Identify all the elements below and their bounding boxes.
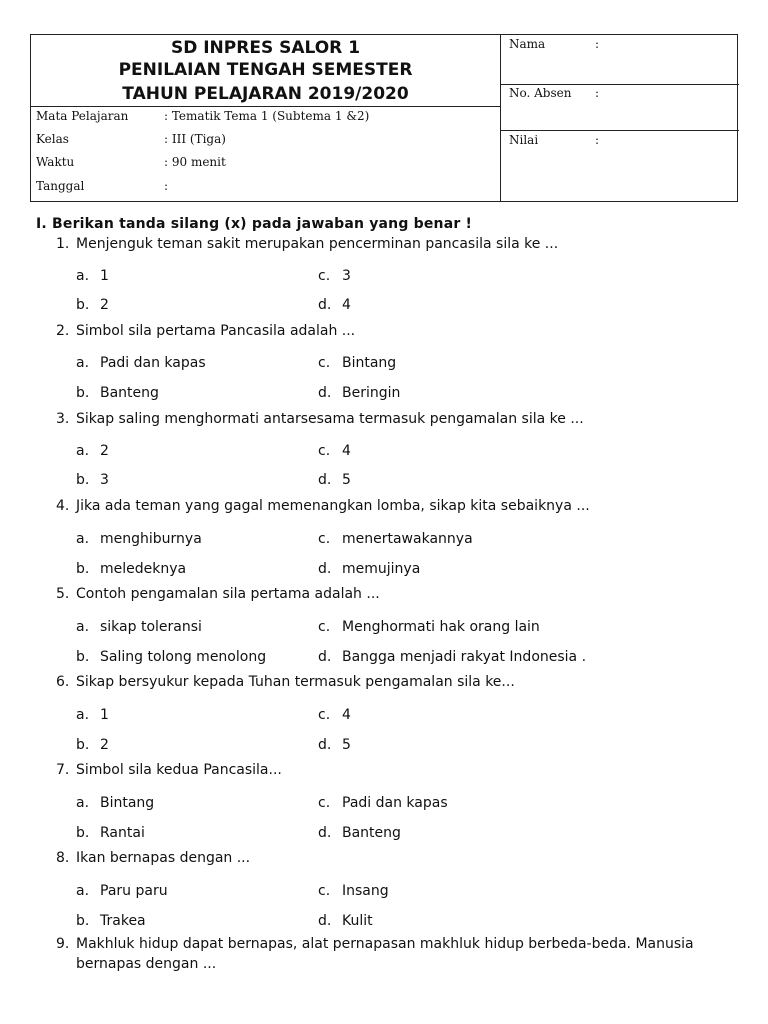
option-b[interactable]: b. Rantai bbox=[76, 825, 145, 841]
question-text: Jika ada teman yang gagal memenangkan lomba, sikap kita sebaiknya ... bbox=[76, 498, 590, 514]
question-number: 2. bbox=[56, 323, 70, 339]
question-number: 5. bbox=[56, 586, 70, 602]
option-d[interactable]: d. Kulit bbox=[318, 913, 373, 929]
option-a[interactable]: a. Bintang bbox=[76, 795, 155, 811]
header-divider bbox=[31, 106, 500, 107]
score-label: Nilai bbox=[509, 133, 539, 147]
question-number: 3. bbox=[56, 411, 70, 427]
option-c[interactable]: c. 4 bbox=[318, 707, 351, 723]
question-9 bbox=[56, 934, 736, 974]
option-b[interactable]: b. 3 bbox=[76, 472, 109, 488]
question-text: Menjenguk teman sakit merupakan pencerminan pancasila sila ke ... bbox=[76, 236, 559, 252]
option-a[interactable]: a. 1 bbox=[76, 707, 109, 723]
question-number: 6. bbox=[56, 674, 70, 690]
option-b[interactable]: b. 2 bbox=[76, 737, 109, 753]
option-d[interactable]: d. 5 bbox=[318, 737, 351, 753]
option-b[interactable]: b. Trakea bbox=[76, 913, 146, 929]
score-colon: : bbox=[595, 133, 600, 147]
option-a[interactable]: a. sikap toleransi bbox=[76, 619, 202, 635]
option-b[interactable]: b. 2 bbox=[76, 297, 109, 313]
option-c[interactable]: c. Padi dan kapas bbox=[318, 795, 448, 811]
field-label-time: Waktu bbox=[36, 155, 75, 169]
option-a[interactable]: a. Paru paru bbox=[76, 883, 168, 899]
option-a[interactable]: a. 1 bbox=[76, 268, 109, 284]
option-d[interactable]: d. Banteng bbox=[318, 825, 401, 841]
question-text: Ikan bernapas dengan ... bbox=[76, 850, 251, 866]
question-8 bbox=[56, 848, 250, 868]
option-a[interactable]: a. menghiburnya bbox=[76, 531, 202, 547]
academic-year: TAHUN PELAJARAN 2019/2020 bbox=[122, 84, 409, 104]
option-b[interactable]: b. Saling tolong menolong bbox=[76, 649, 267, 665]
field-value-subject: : Tematik Tema 1 (Subtema 1 &2) bbox=[164, 109, 370, 123]
field-value-class: : III (Tiga) bbox=[164, 132, 226, 146]
name-label: Nama bbox=[509, 37, 546, 51]
option-c[interactable]: c. Bintang bbox=[318, 355, 397, 371]
question-7 bbox=[56, 760, 282, 780]
option-c[interactable]: c. 3 bbox=[318, 268, 351, 284]
field-label-date: Tanggal bbox=[36, 179, 85, 193]
name-colon: : bbox=[595, 37, 600, 51]
question-number: 4. bbox=[56, 498, 70, 514]
question-6 bbox=[56, 672, 515, 692]
option-d[interactable]: d. 5 bbox=[318, 472, 351, 488]
question-text: Contoh pengamalan sila pertama adalah ... bbox=[76, 586, 380, 602]
header-divider bbox=[500, 35, 501, 201]
header-table bbox=[30, 34, 738, 202]
question-1 bbox=[56, 234, 558, 254]
question-text: Simbol sila kedua Pancasila... bbox=[76, 762, 282, 778]
question-text: Sikap bersyukur kepada Tuhan termasuk pengamalan sila ke... bbox=[76, 674, 515, 690]
field-value-time: : 90 menit bbox=[164, 155, 226, 169]
question-text: Makhluk hidup dapat bernapas, alat pernapasan makhluk hidup berbeda-beda. Manusia bernapas dengan ... bbox=[76, 936, 694, 972]
question-number: 1. bbox=[56, 236, 70, 252]
question-5 bbox=[56, 584, 380, 604]
option-c[interactable]: c. Insang bbox=[318, 883, 389, 899]
question-number: 9. bbox=[56, 936, 70, 952]
option-d[interactable]: d. 4 bbox=[318, 297, 351, 313]
absen-colon: : bbox=[595, 86, 600, 100]
option-d[interactable]: d. memujinya bbox=[318, 561, 421, 577]
option-c[interactable]: c. menertawakannya bbox=[318, 531, 473, 547]
option-d[interactable]: d. Beringin bbox=[318, 385, 401, 401]
question-3 bbox=[56, 409, 584, 429]
option-c[interactable]: c. 4 bbox=[318, 443, 351, 459]
header-divider bbox=[500, 130, 739, 131]
option-a[interactable]: a. 2 bbox=[76, 443, 109, 459]
question-number: 8. bbox=[56, 850, 70, 866]
question-text: Sikap saling menghormati antarsesama termasuk pengamalan sila ke ... bbox=[76, 411, 584, 427]
question-2 bbox=[56, 321, 355, 341]
option-d[interactable]: d. Bangga menjadi rakyat Indonesia . bbox=[318, 649, 587, 665]
option-c[interactable]: c. Menghormati hak orang lain bbox=[318, 619, 540, 635]
field-value-date: : bbox=[164, 179, 169, 193]
option-b[interactable]: b. Banteng bbox=[76, 385, 159, 401]
question-4 bbox=[56, 496, 590, 516]
field-label-subject: Mata Pelajaran bbox=[36, 109, 129, 123]
field-label-class: Kelas bbox=[36, 132, 69, 146]
question-text: Simbol sila pertama Pancasila adalah ... bbox=[76, 323, 356, 339]
option-a[interactable]: a. Padi dan kapas bbox=[76, 355, 206, 371]
absen-label: No. Absen bbox=[509, 86, 572, 100]
question-number: 7. bbox=[56, 762, 70, 778]
section-instruction: I. Berikan tanda silang (x) pada jawaban yang benar ! bbox=[36, 216, 473, 232]
school-name: SD INPRES SALOR 1 bbox=[170, 38, 361, 58]
exam-title: PENILAIAN TENGAH SEMESTER bbox=[118, 60, 413, 80]
header-divider bbox=[500, 84, 739, 85]
option-b[interactable]: b. meledeknya bbox=[76, 561, 187, 577]
